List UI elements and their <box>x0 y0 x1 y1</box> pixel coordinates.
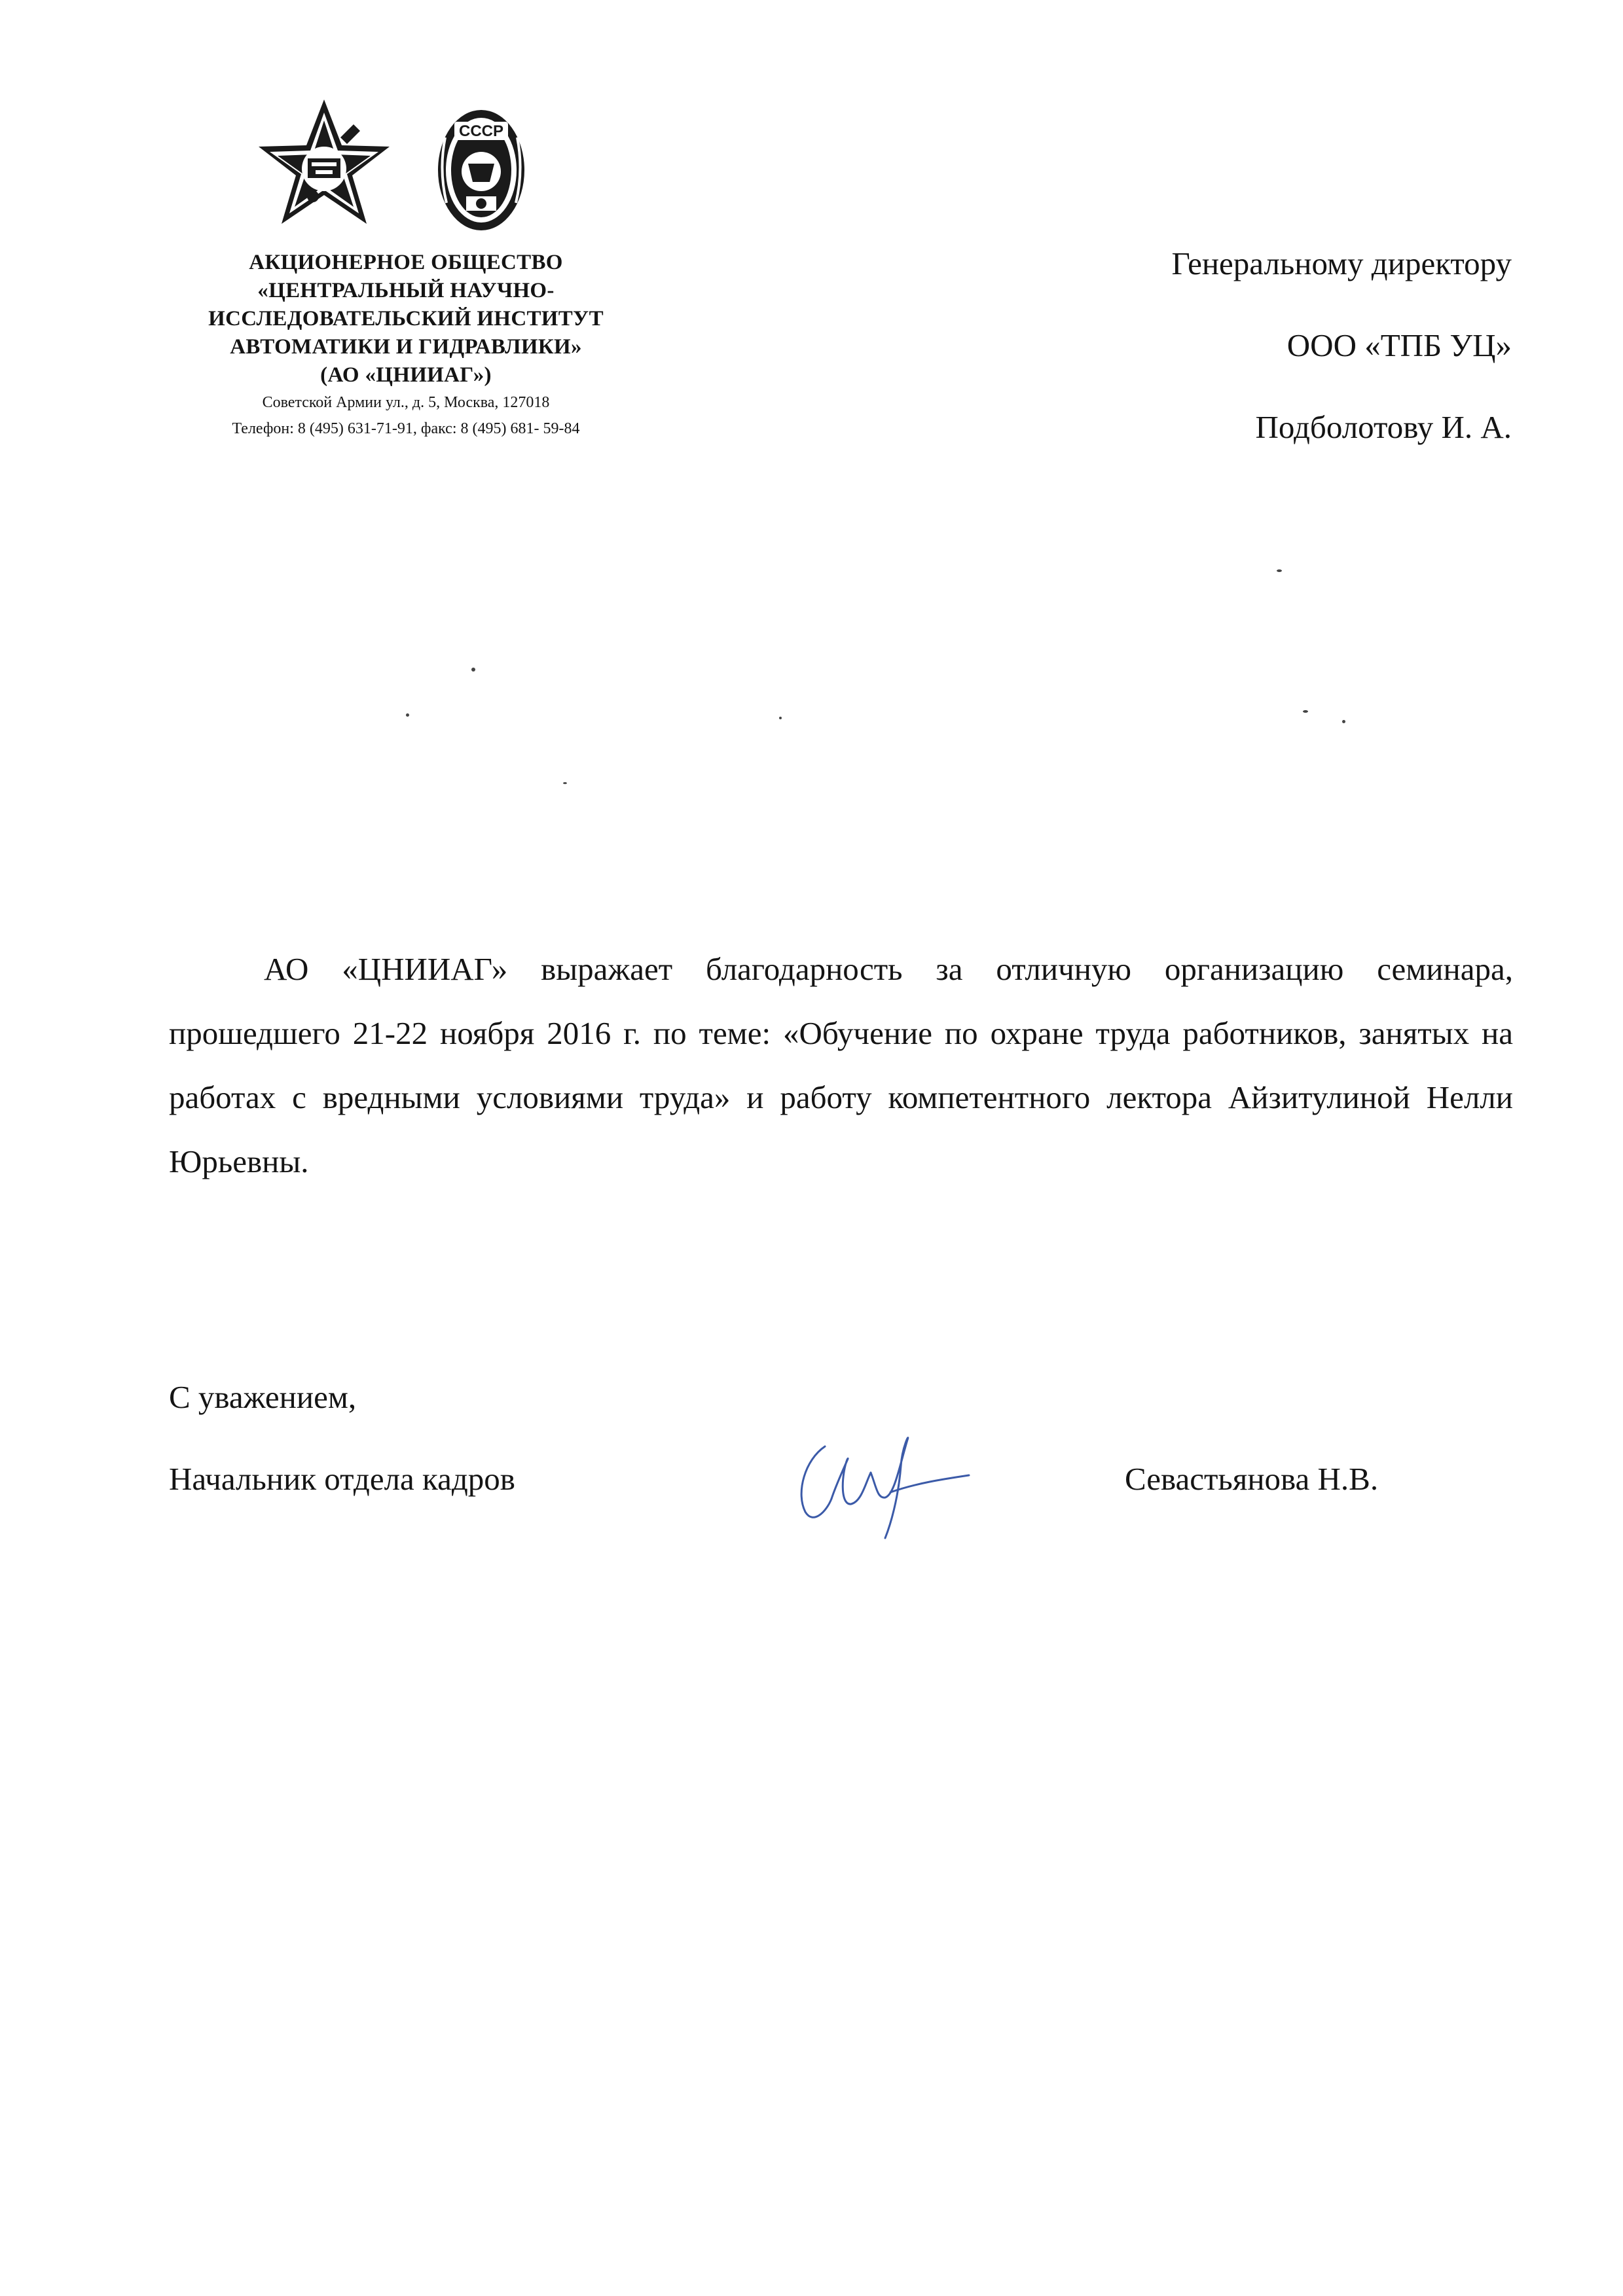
scan-speck <box>1342 720 1345 723</box>
scan-speck <box>779 717 782 719</box>
org-line: АВТОМАТИКИ И ГИДРАВЛИКИ» <box>230 335 582 359</box>
org-address: Советской Армии ул., д. 5, Москва, 127018 <box>262 394 550 411</box>
letter-body: АО «ЦНИИАГ» выражает благодарность за отличную организацию семинара, прошедшего 21-22 ноября 2016 г. по теме: «Обучение по охране труда работников, занятых на работах с вредными условиями труда» и работу компетентного лектора Айзитулиной Нелли Юрьевны. <box>169 951 1513 1179</box>
signer-name: Севастьянова Н.В. <box>1125 1461 1379 1497</box>
scan-speck <box>1303 710 1308 713</box>
scan-speck <box>1277 569 1282 572</box>
handwritten-signature <box>779 1420 989 1551</box>
emblems <box>157 98 655 249</box>
letterhead <box>157 98 655 437</box>
scan-speck <box>471 668 475 672</box>
org-line: (АО «ЦНИИАГ») <box>320 363 492 387</box>
addressee-name: Подболотову И. А. <box>1255 409 1512 445</box>
scan-speck <box>406 713 409 717</box>
org-line: «ЦЕНТРАЛЬНЫЙ НАУЧНО- <box>257 279 555 302</box>
signer-position: Начальник отдела кадров <box>169 1461 515 1497</box>
org-line: АКЦИОНЕРНОЕ ОБЩЕСТВО <box>249 251 563 274</box>
org-contacts: Телефон: 8 (495) 631-71-91, факс: 8 (495) 681- 59-84 <box>232 420 580 437</box>
org-line: ИССЛЕДОВАТЕЛЬСКИЙ ИНСТИТУТ <box>208 307 604 331</box>
order-star-emblem <box>255 98 393 229</box>
addressee-company: ООО «ТПБ УЦ» <box>1286 327 1512 363</box>
order-badge-emblem <box>432 98 530 236</box>
addressee-block <box>922 223 1512 468</box>
closing-regards: С уважением, <box>169 1379 357 1415</box>
scan-speck <box>563 782 567 784</box>
organization-name <box>157 249 655 442</box>
medal-text: СССР <box>458 122 504 140</box>
addressee-position: Генеральному директору <box>1171 245 1512 281</box>
